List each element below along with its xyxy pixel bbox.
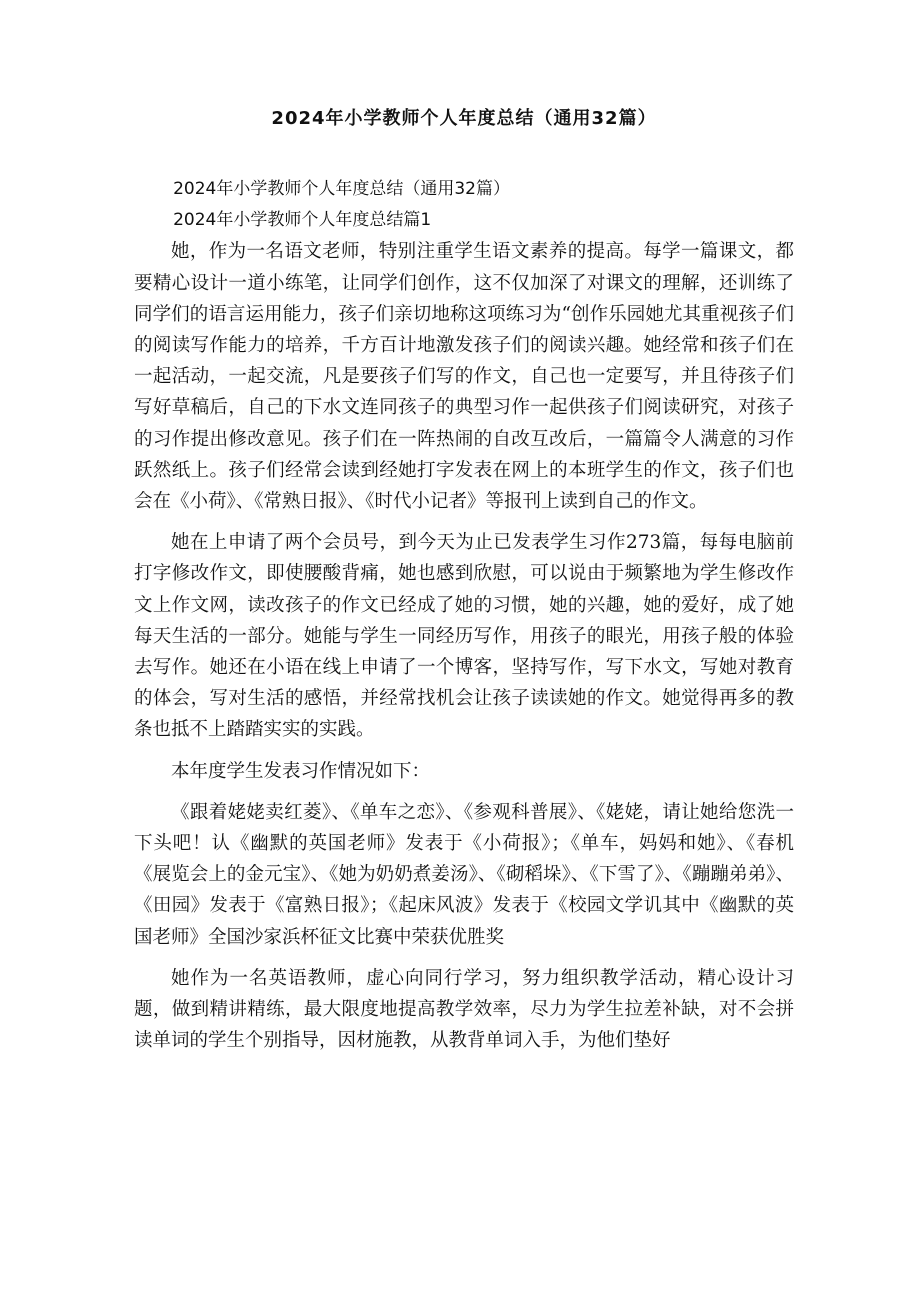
section-heading: 2024年小学教师个人年度总结篇1 [173, 210, 432, 231]
document-title: 2024年小学教师个人年度总结（通用32篇） [271, 108, 657, 129]
paragraph-2: 她在上申请了两个会员号，到今天为止已发表学生习作273篇，每每电脑前打字修改作文，即使腰酸背痛，她也感到欣慰，可以说由于频繁地为学生修改作文上作文网，读改孩子的作文已经成了她的习惯，她的兴趣，她的爱好，成了她每天生活的一部分。她能与学生一同经历写作，用孩子的眼光，用孩子般的体验去写作。她还在小语在线上申请了一个博客，坚持写作，写下水文，写她对教育的体会，写对生活的感悟，并经常找机会让孩子读读她的作文。她觉得再多的教条也抵不上踏踏实实的实践。 [134, 532, 794, 741]
paragraph-4: 《跟着姥姥卖红菱》、《单车之恋》、《参观科普展》、《姥姥，请让她给您洗一下头吧！认《幽默的英国老师》发表于《小荷报》；《单车，妈妈和她》、《春机《展览会上的金元宝》、《她为奶奶煮姜汤》、《砌稻垛》、《下雪了》、《蹦蹦弟弟》、《田园》发表于《富熟日报》；《起床风波》发表于《校园文学讥其中《幽默的英国老师》全国沙家浜杯征文比赛中荣获优胜奖 [134, 801, 794, 948]
paragraph-5: 她作为一名英语教师，虚心向同行学习，努力组织教学活动，精心设计习题，做到精讲精练，最大限度地提高教学效率，尽力为学生拉差补缺，对不会拼读单词的学生个别指导，因材施教，从教背单词入手，为他们垫好 [134, 967, 794, 1052]
document-subtitle: 2024年小学教师个人年度总结（通用32篇） [173, 179, 510, 199]
paragraph-1: 她，作为一名语文老师，特别注重学生语文素养的提高。每学一篇课文，都要精心设计一道小练笔，让同学们创作，这不仅加深了对课文的理解，还训练了同学们的语言运用能力，孩子们亲切地称这项练习为“创作乐园她尤其重视孩子们的阅读写作能力的培养，千方百计地激发孩子们的阅读兴趣。她经常和孩子们在一起活动，一起交流，凡是要孩子们写的作文，自己也一定要写，并且待孩子们写好草稿后，自己的下水文连同孩子的典型习作一起供孩子们阅读研究，对孩子的习作提出修改意见。孩子们在一阵热闹的自改互改后，一篇篇令人满意的习作跃然纸上。孩子们经常会读到经她打字发表在网上的本班学生的作文，孩子们也会在《小荷》、《常熟日报》、《时代小记者》等报刊上读到自己的作文。 [134, 241, 794, 513]
paragraph-3: 本年度学生发表习作情况如下： [171, 760, 431, 782]
document-page [134, 104, 794, 1056]
